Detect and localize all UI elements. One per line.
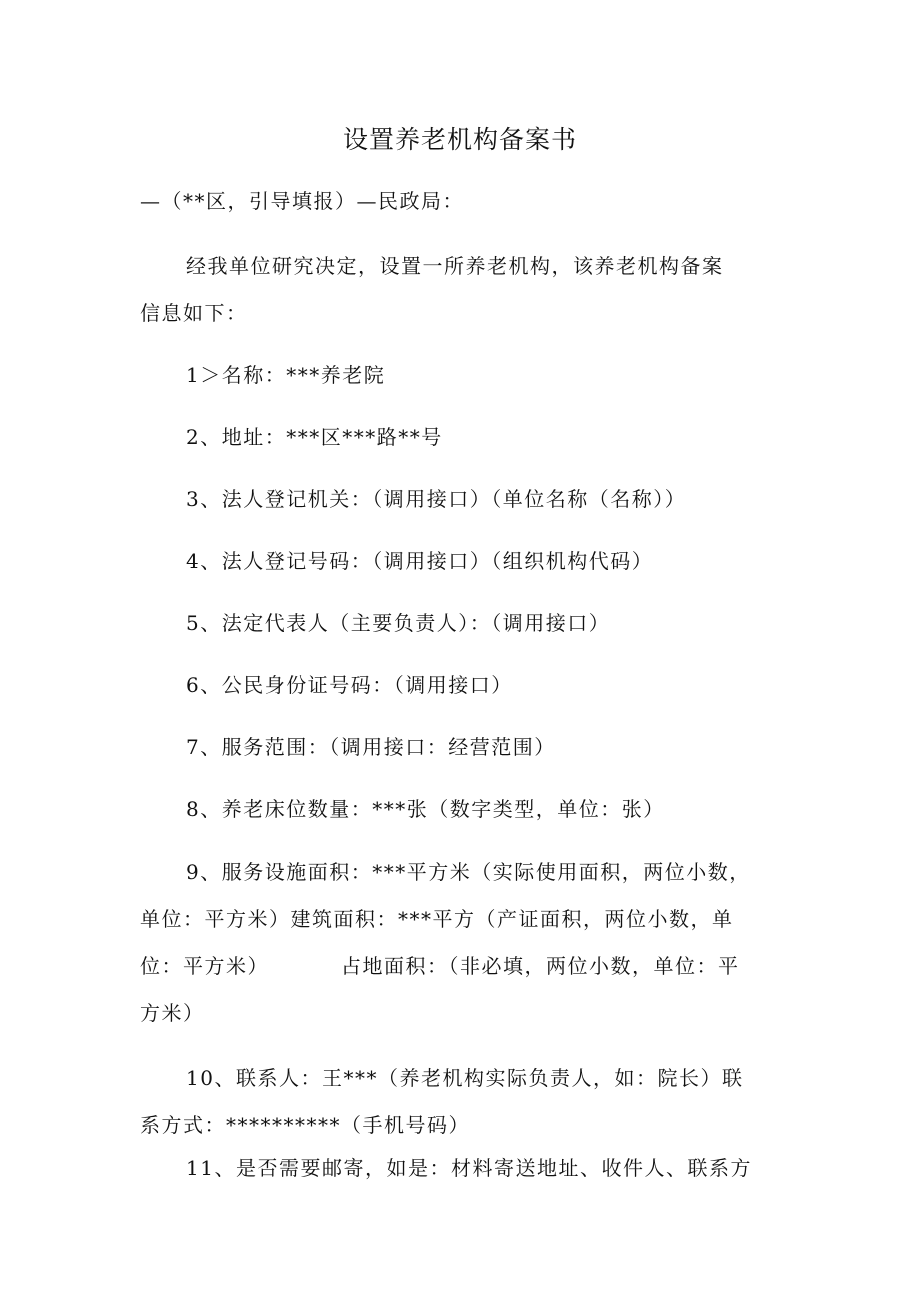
intro-line-2: 信息如下：	[140, 301, 248, 325]
item-id-number: 6、公民身份证号码：（调用接口）	[186, 673, 513, 697]
item-facility-area	[140, 849, 785, 1037]
item-name: 1＞名称：***养老院	[186, 363, 386, 387]
item-bed-count: 8、养老床位数量：***张（数字类型，单位：张）	[186, 797, 665, 821]
addressee-line: —（**区，引导填报）—民政局：	[140, 189, 464, 213]
item-9-line-3b: 占地面积：（非必填，两位小数，单位：平	[341, 954, 740, 978]
intro-line-1: 经我单位研究决定，设置一所养老机构，该养老机构备案	[186, 254, 724, 278]
item-9-line-4: 方米）	[140, 1001, 205, 1025]
item-10-line-1: 10、联系人：王***（养老机构实际负责人，如：院长）联	[186, 1066, 744, 1090]
item-contact	[140, 1055, 785, 1149]
item-10-line-2: 系方式：**********（手机号码）	[140, 1113, 470, 1137]
item-legal-representative: 5、法定代表人（主要负责人）：（调用接口）	[186, 611, 611, 635]
item-mailing	[140, 1145, 785, 1192]
document-title: 设置养老机构备案书	[342, 125, 577, 154]
item-9-line-3a: 位：平方米）	[140, 954, 269, 978]
item-9-line-3	[140, 943, 785, 990]
item-11-line-1: 11、是否需要邮寄，如是：材料寄送地址、收件人、联系方	[186, 1156, 752, 1180]
item-9-line-2: 单位：平方米）建筑面积：***平方（产证面积，两位小数，单	[140, 907, 734, 931]
item-registration-number: 4、法人登记号码：（调用接口）（组织机构代码）	[186, 549, 654, 573]
item-service-scope: 7、服务范围：（调用接口：经营范围）	[186, 735, 556, 759]
item-registration-authority: 3、法人登记机关：（调用接口）（单位名称（名称））	[186, 487, 687, 511]
item-9-line-1: 9、服务设施面积：***平方米（实际使用面积，两位小数，	[186, 860, 751, 884]
intro-paragraph	[140, 243, 785, 337]
item-address: 2、地址：***区***路**号	[186, 425, 443, 449]
